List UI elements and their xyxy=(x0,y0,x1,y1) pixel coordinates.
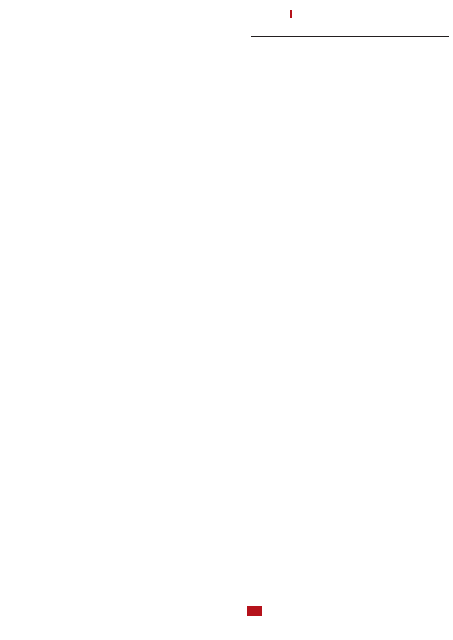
page-header xyxy=(0,8,453,24)
table1 xyxy=(251,36,449,37)
table1-header-cell xyxy=(383,37,449,38)
table2-block xyxy=(32,512,450,515)
table1-header-cell xyxy=(251,37,317,38)
page-number xyxy=(247,606,262,616)
table1-header-row xyxy=(251,37,449,38)
left-column xyxy=(32,27,230,36)
table1-header-cell xyxy=(317,37,383,38)
header-divider xyxy=(290,10,292,18)
right-column xyxy=(251,27,449,37)
page-footer xyxy=(0,606,453,620)
